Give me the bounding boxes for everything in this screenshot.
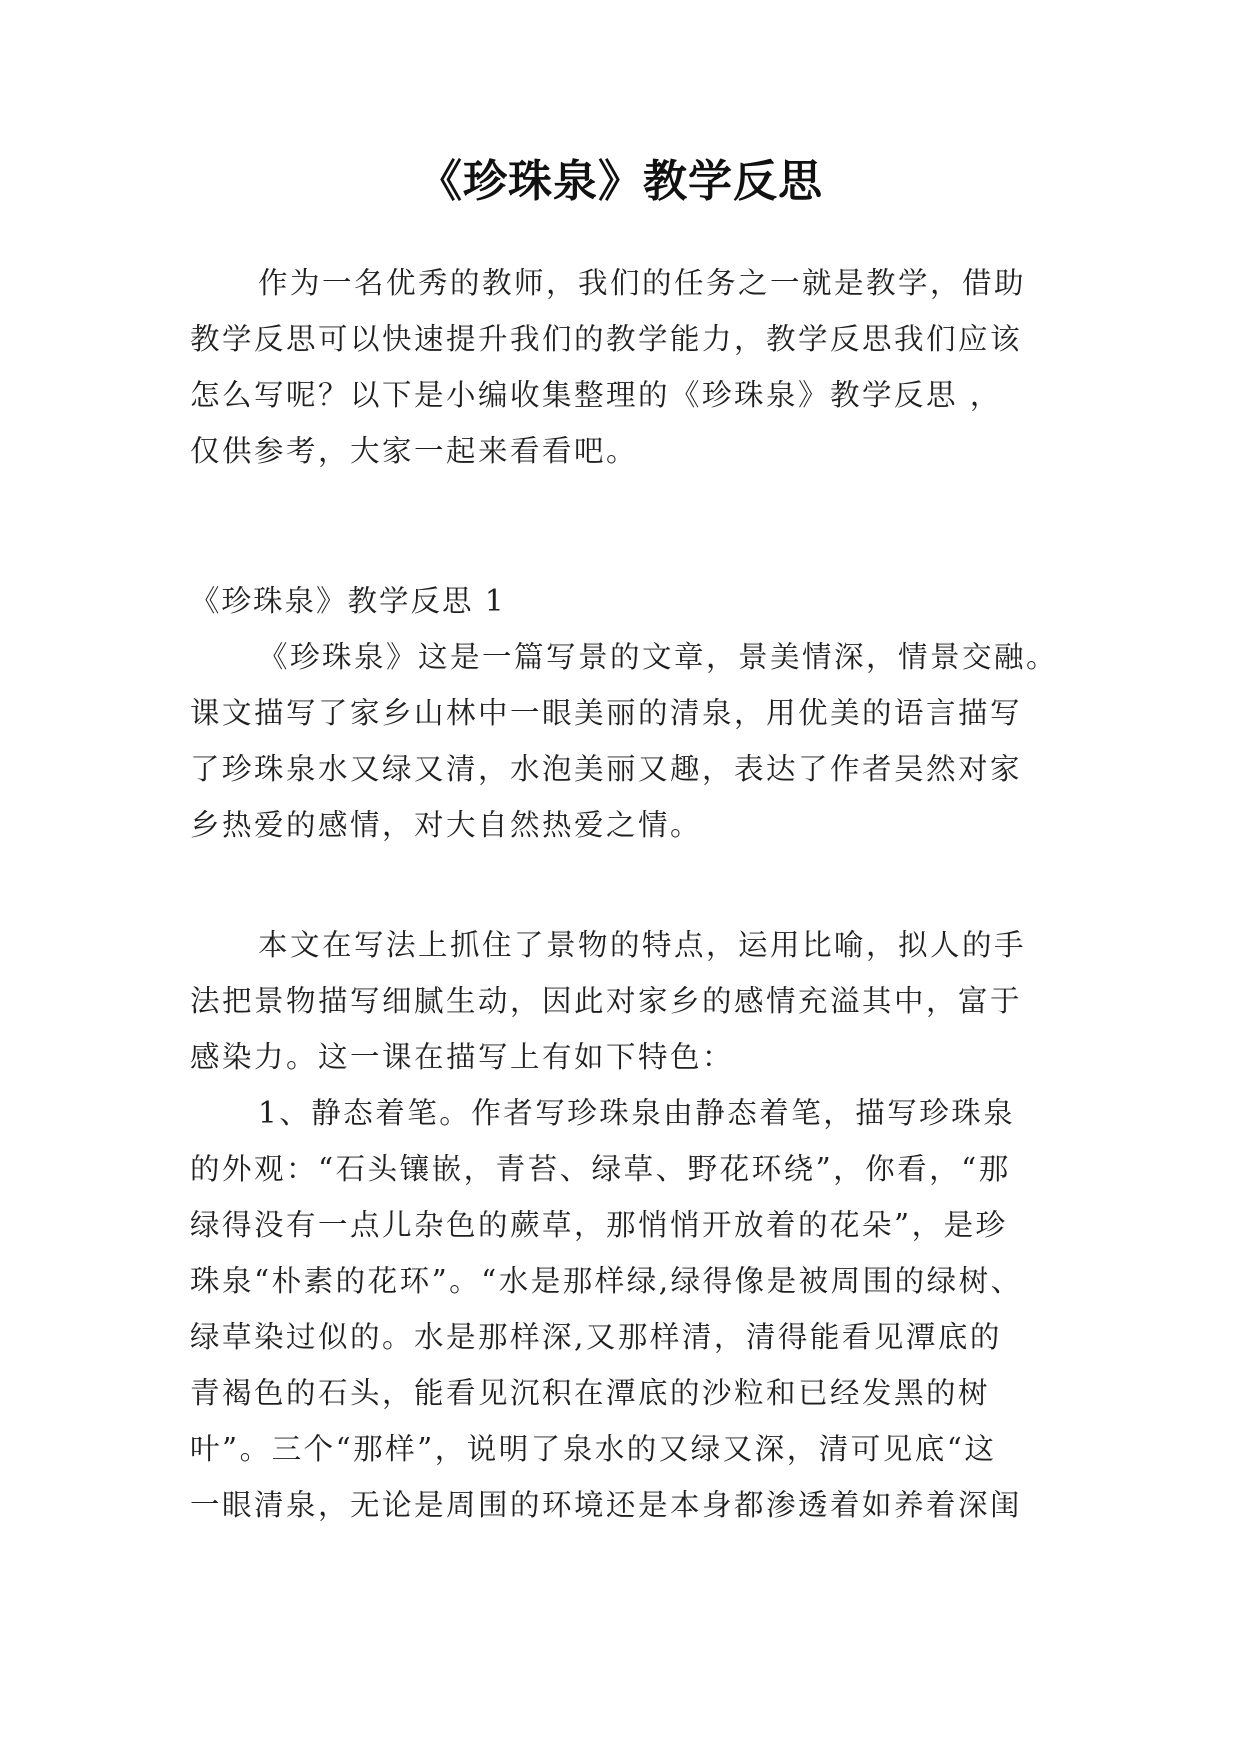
intro-line-3: 怎么写呢？以下是小编收集整理的《珍珠泉》教学反思 ，: [190, 378, 1002, 412]
intro-line-4: 仅供参考，大家一起来看看吧。: [190, 434, 639, 468]
para3-line-7: 叶”。三个“那样”，说明了泉水的又绿又深，清可见底“这: [190, 1432, 997, 1466]
para1-line-3: 了珍珠泉水又绿又清，水泡美丽又趣，表达了作者吴然对家: [190, 752, 1023, 786]
para2-line-2: 法把景物描写细腻生动，因此对家乡的感情充溢其中，富于: [190, 984, 1023, 1018]
para3-line-1: 1、静态着笔。作者写珍珠泉由静态着笔，描写珍珠泉: [258, 1096, 1016, 1130]
para2-line-3: 感染力。这一课在描写上有如下特色：: [190, 1040, 735, 1074]
para3-line-6: 青褐色的石头，能看见沉积在潭底的沙粒和已经发黑的树: [190, 1376, 991, 1410]
para1-line-2: 课文描写了家乡山林中一眼美丽的清泉，用优美的语言描写: [190, 696, 1023, 730]
para3-line-2: 的外观：“石头镶嵌，青苔、绿草、野花环绕”，你看，“那: [190, 1152, 1011, 1186]
para3-line-5: 绿草染过似的。水是那样深,又那样清，清得能看见潭底的: [190, 1320, 1002, 1354]
para3-line-4: 珠泉“朴素的花环”。“水是那样绿,绿得像是被周围的绿树、: [190, 1264, 1023, 1298]
intro-line-2: 教学反思可以快速提升我们的教学能力，教学反思我们应该: [190, 322, 1023, 356]
para3-line-3: 绿得没有一点儿杂色的蕨草，那悄悄开放着的花朵”，是珍: [190, 1208, 1008, 1242]
para1-line-1: 《珍珠泉》这是一篇写景的文章，景美情深，情景交融。: [258, 640, 1059, 674]
para3-line-8: 一眼清泉，无论是周围的环境还是本身都渗透着如养着深闺: [190, 1488, 1023, 1522]
intro-line-1: 作为一名优秀的教师，我们的任务之一就是教学，借助: [258, 266, 1027, 300]
para1-line-4: 乡热爱的感情，对大自然热爱之情。: [190, 808, 703, 842]
para2-line-1: 本文在写法上抓住了景物的特点，运用比喻，拟人的手: [258, 928, 1027, 962]
document-title: 《珍珠泉》教学反思: [418, 156, 823, 207]
section-heading: 《珍珠泉》教学反思 1: [190, 584, 506, 618]
